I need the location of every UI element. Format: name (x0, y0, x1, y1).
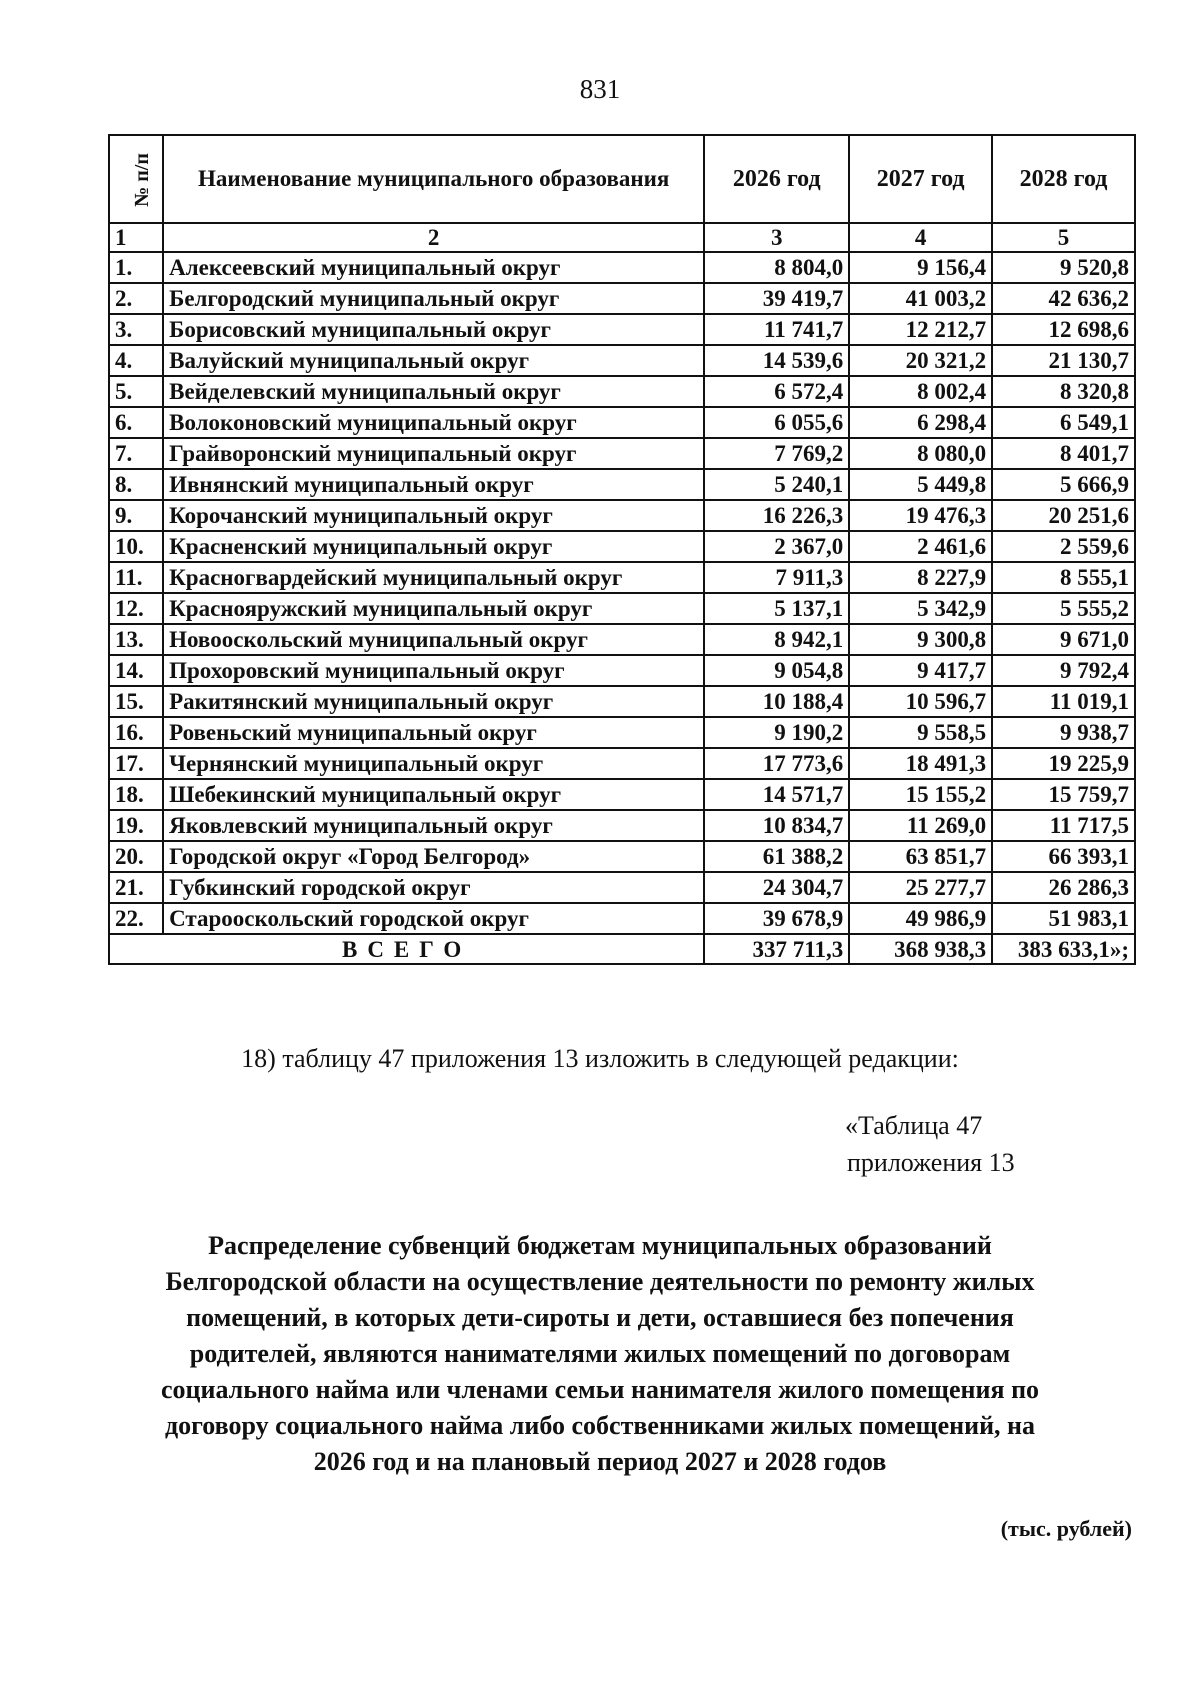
column-index: 5 (992, 223, 1135, 252)
table-row (109, 748, 1135, 779)
row-number: 21. (109, 872, 163, 903)
value-2026: 9 190,2 (704, 717, 849, 748)
row-number: 4. (109, 345, 163, 376)
value-2027: 10 596,7 (849, 686, 992, 717)
header-2027: 2027 год (849, 135, 992, 223)
value-2028: 8 401,7 (992, 438, 1135, 469)
value-2026: 10 188,4 (704, 686, 849, 717)
value-2026: 8 804,0 (704, 252, 849, 283)
municipality-name: Ивнянский муниципальный округ (163, 469, 704, 500)
value-2028: 20 251,6 (992, 500, 1135, 531)
value-2028: 8 555,1 (992, 562, 1135, 593)
value-2026: 17 773,6 (704, 748, 849, 779)
table-reference (845, 1107, 1015, 1181)
header-number-label: № п/п (130, 153, 153, 207)
table-row (109, 624, 1135, 655)
table-row (109, 531, 1135, 562)
municipality-name: Шебекинский муниципальный округ (163, 779, 704, 810)
value-2027: 9 558,5 (849, 717, 992, 748)
value-2027: 15 155,2 (849, 779, 992, 810)
municipality-name: Борисовский муниципальный округ (163, 314, 704, 345)
value-2028: 5 555,2 (992, 593, 1135, 624)
page-number: 831 (579, 74, 621, 104)
value-2026: 16 226,3 (704, 500, 849, 531)
municipality-name: Губкинский городской округ (163, 872, 704, 903)
municipality-name: Корочанский муниципальный округ (163, 500, 704, 531)
value-2028: 8 320,8 (992, 376, 1135, 407)
document-title: Распределение субвенций бюджетам муниципальных образований Белгородской области на осуществление деятельности по ремонту жилых помещений, в которых дети-сироты и дети, оставшиеся без попечения родителей, являются нанимателями жилых помещений по договорам социального найма или членами семьи нанимателя жилого помещения по договору социального найма либо собственниками жилых помещений, на 2026 год и на плановый период 2027 и 2028 годов (160, 1231, 1040, 1476)
value-2028: 11 717,5 (992, 810, 1135, 841)
value-2027: 9 417,7 (849, 655, 992, 686)
value-2027: 6 298,4 (849, 407, 992, 438)
value-2026: 11 741,7 (704, 314, 849, 345)
row-number: 10. (109, 531, 163, 562)
total-2027: 368 938,3 (849, 934, 992, 964)
column-index: 2 (163, 223, 704, 252)
value-2027: 5 449,8 (849, 469, 992, 500)
value-2028: 19 225,9 (992, 748, 1135, 779)
municipality-name: Ровеньский муниципальный округ (163, 717, 704, 748)
value-2026: 10 834,7 (704, 810, 849, 841)
value-2027: 41 003,2 (849, 283, 992, 314)
value-2028: 12 698,6 (992, 314, 1135, 345)
value-2027: 11 269,0 (849, 810, 992, 841)
value-2028: 15 759,7 (992, 779, 1135, 810)
value-2028: 66 393,1 (992, 841, 1135, 872)
value-2027: 8 227,9 (849, 562, 992, 593)
column-index: 1 (109, 223, 163, 252)
table-header-row (109, 135, 1135, 223)
municipality-name: Новооскольский муниципальный округ (163, 624, 704, 655)
municipality-name: Вейделевский муниципальный округ (163, 376, 704, 407)
table-row (109, 376, 1135, 407)
table-row (109, 810, 1135, 841)
table-reference-line2: приложения 13 (847, 1148, 1015, 1177)
table-row (109, 438, 1135, 469)
row-number: 9. (109, 500, 163, 531)
value-2026: 24 304,7 (704, 872, 849, 903)
row-number: 11. (109, 562, 163, 593)
total-row (109, 934, 1135, 964)
municipality-name: Красногвардейский муниципальный округ (163, 562, 704, 593)
table-row (109, 717, 1135, 748)
value-2028: 6 549,1 (992, 407, 1135, 438)
column-index: 4 (849, 223, 992, 252)
municipality-name: Красненский муниципальный округ (163, 531, 704, 562)
table-row (109, 314, 1135, 345)
header-2028: 2028 год (992, 135, 1135, 223)
value-2027: 19 476,3 (849, 500, 992, 531)
row-number: 22. (109, 903, 163, 934)
value-2028: 26 286,3 (992, 872, 1135, 903)
municipality-name: Чернянский муниципальный округ (163, 748, 704, 779)
row-number: 6. (109, 407, 163, 438)
row-number: 17. (109, 748, 163, 779)
units-label: (тыс. рублей) (1000, 1516, 1132, 1541)
row-number: 7. (109, 438, 163, 469)
value-2028: 2 559,6 (992, 531, 1135, 562)
value-2027: 2 461,6 (849, 531, 992, 562)
municipality-name: Городской округ «Город Белгород» (163, 841, 704, 872)
value-2027: 18 491,3 (849, 748, 992, 779)
value-2028: 21 130,7 (992, 345, 1135, 376)
value-2028: 9 671,0 (992, 624, 1135, 655)
municipality-name: Волоконовский муниципальный округ (163, 407, 704, 438)
table-row (109, 779, 1135, 810)
row-number: 3. (109, 314, 163, 345)
table-row (109, 655, 1135, 686)
table-row (109, 252, 1135, 283)
value-2028: 51 983,1 (992, 903, 1135, 934)
table-row (109, 407, 1135, 438)
value-2026: 8 942,1 (704, 624, 849, 655)
value-2026: 5 137,1 (704, 593, 849, 624)
row-number: 19. (109, 810, 163, 841)
value-2028: 9 938,7 (992, 717, 1135, 748)
value-2027: 20 321,2 (849, 345, 992, 376)
table-row (109, 841, 1135, 872)
table-row (109, 593, 1135, 624)
row-number: 16. (109, 717, 163, 748)
amendment-instruction: 18) таблицу 47 приложения 13 изложить в следующей редакции: (241, 1044, 959, 1073)
table-row (109, 872, 1135, 903)
table-row (109, 562, 1135, 593)
value-2026: 61 388,2 (704, 841, 849, 872)
row-number: 13. (109, 624, 163, 655)
total-2026: 337 711,3 (704, 934, 849, 964)
value-2026: 6 572,4 (704, 376, 849, 407)
value-2026: 7 769,2 (704, 438, 849, 469)
total-2028: 383 633,1»; (992, 934, 1135, 964)
table-row (109, 903, 1135, 934)
table-row (109, 345, 1135, 376)
value-2026: 14 571,7 (704, 779, 849, 810)
row-number: 18. (109, 779, 163, 810)
value-2028: 42 636,2 (992, 283, 1135, 314)
municipality-name: Яковлевский муниципальный округ (163, 810, 704, 841)
value-2026: 5 240,1 (704, 469, 849, 500)
row-number: 12. (109, 593, 163, 624)
municipality-name: Краснояружский муниципальный округ (163, 593, 704, 624)
value-2027: 49 986,9 (849, 903, 992, 934)
value-2026: 9 054,8 (704, 655, 849, 686)
header-2026: 2026 год (704, 135, 849, 223)
value-2028: 9 792,4 (992, 655, 1135, 686)
value-2027: 8 002,4 (849, 376, 992, 407)
value-2028: 9 520,8 (992, 252, 1135, 283)
table-row (109, 500, 1135, 531)
municipality-name: Ракитянский муниципальный округ (163, 686, 704, 717)
row-number: 20. (109, 841, 163, 872)
value-2026: 7 911,3 (704, 562, 849, 593)
table-reference-line1: «Таблица 47 (845, 1111, 983, 1140)
value-2027: 25 277,7 (849, 872, 992, 903)
value-2026: 6 055,6 (704, 407, 849, 438)
value-2026: 2 367,0 (704, 531, 849, 562)
subvention-table (108, 134, 1136, 965)
value-2027: 12 212,7 (849, 314, 992, 345)
column-index-row (109, 223, 1135, 252)
value-2028: 11 019,1 (992, 686, 1135, 717)
row-number: 15. (109, 686, 163, 717)
municipality-name: Грайворонский муниципальный округ (163, 438, 704, 469)
value-2027: 9 300,8 (849, 624, 992, 655)
value-2026: 39 419,7 (704, 283, 849, 314)
row-number: 2. (109, 283, 163, 314)
table-row (109, 469, 1135, 500)
header-name: Наименование муниципального образования (163, 135, 704, 223)
value-2026: 14 539,6 (704, 345, 849, 376)
row-number: 8. (109, 469, 163, 500)
municipality-name: Белгородский муниципальный округ (163, 283, 704, 314)
municipality-name: Алексеевский муниципальный округ (163, 252, 704, 283)
column-index: 3 (704, 223, 849, 252)
value-2027: 63 851,7 (849, 841, 992, 872)
row-number: 5. (109, 376, 163, 407)
row-number: 14. (109, 655, 163, 686)
municipality-name: Валуйский муниципальный округ (163, 345, 704, 376)
header-number (109, 135, 163, 223)
municipality-name: Старооскольский городской округ (163, 903, 704, 934)
value-2026: 39 678,9 (704, 903, 849, 934)
value-2027: 9 156,4 (849, 252, 992, 283)
total-label: ВСЕГО (109, 934, 704, 964)
value-2027: 8 080,0 (849, 438, 992, 469)
value-2028: 5 666,9 (992, 469, 1135, 500)
table-row (109, 283, 1135, 314)
value-2027: 5 342,9 (849, 593, 992, 624)
municipality-name: Прохоровский муниципальный округ (163, 655, 704, 686)
table-row (109, 686, 1135, 717)
row-number: 1. (109, 252, 163, 283)
